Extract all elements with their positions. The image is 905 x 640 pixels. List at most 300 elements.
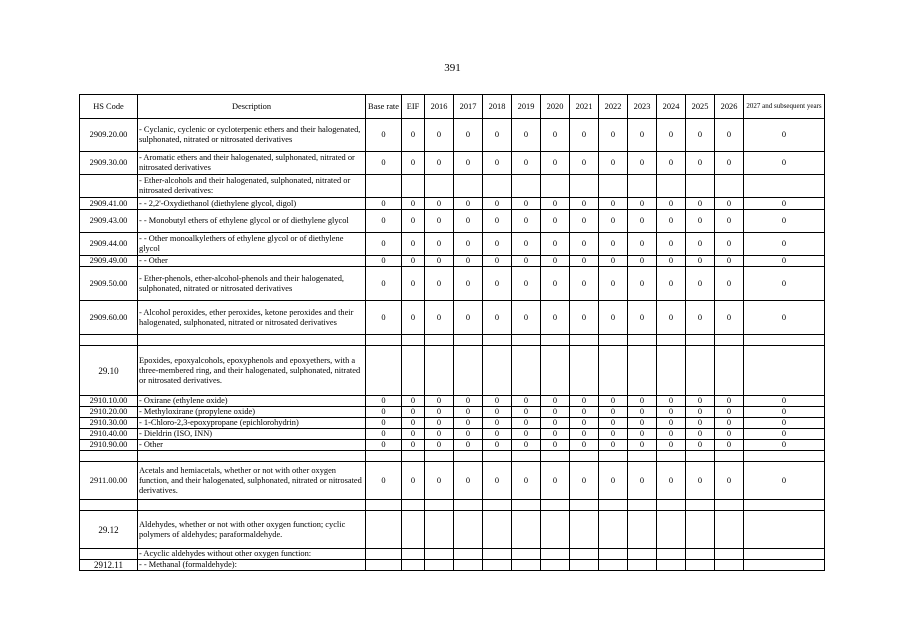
hs-code-cell: 2910.10.00	[80, 396, 138, 407]
rate-cell: 0	[483, 396, 512, 407]
header-row	[80, 95, 825, 119]
rate-cell	[686, 175, 715, 198]
rate-cell: 0	[425, 462, 454, 500]
rate-cell	[454, 346, 483, 396]
rate-cell: 0	[599, 256, 628, 267]
rate-cell: 0	[715, 418, 744, 429]
hs-code-cell: 2910.30.00	[80, 418, 138, 429]
rate-cell: 0	[425, 418, 454, 429]
hs-code-cell	[80, 335, 138, 346]
rate-cell: 0	[657, 210, 686, 233]
rate-cell: 0	[483, 429, 512, 440]
rate-cell: 0	[402, 152, 425, 175]
rate-cell: 0	[366, 198, 402, 210]
table-row	[80, 267, 825, 301]
table-row	[80, 462, 825, 500]
rate-cell	[657, 335, 686, 346]
table-row	[80, 418, 825, 429]
rate-cell: 0	[599, 462, 628, 500]
rate-cell: 0	[686, 119, 715, 152]
rate-cell	[541, 346, 570, 396]
rate-cell: 0	[541, 267, 570, 301]
table-row	[80, 429, 825, 440]
hs-code-cell	[80, 451, 138, 462]
rate-cell: 0	[686, 233, 715, 256]
rate-cell: 0	[454, 198, 483, 210]
rate-cell	[402, 560, 425, 571]
rate-cell: 0	[570, 152, 599, 175]
rate-cell: 0	[541, 429, 570, 440]
rate-cell: 0	[454, 210, 483, 233]
rate-cell: 0	[425, 440, 454, 451]
rate-cell: 0	[541, 301, 570, 335]
rate-cell	[715, 451, 744, 462]
rate-cell: 0	[570, 267, 599, 301]
column-header: EIF	[402, 95, 425, 119]
rate-cell	[744, 560, 825, 571]
rate-cell: 0	[402, 233, 425, 256]
rate-cell: 0	[512, 462, 541, 500]
rate-cell: 0	[366, 267, 402, 301]
rate-cell: 0	[366, 407, 402, 418]
rate-cell: 0	[599, 440, 628, 451]
rate-cell: 0	[570, 198, 599, 210]
rate-cell: 0	[454, 429, 483, 440]
rate-cell: 0	[570, 301, 599, 335]
rate-cell: 0	[483, 152, 512, 175]
rate-cell	[454, 500, 483, 511]
rate-cell	[425, 175, 454, 198]
rate-cell: 0	[657, 462, 686, 500]
rate-cell: 0	[570, 418, 599, 429]
column-header: 2023	[628, 95, 657, 119]
rate-cell: 0	[715, 462, 744, 500]
rate-cell: 0	[483, 462, 512, 500]
rate-cell	[425, 451, 454, 462]
rate-cell: 0	[628, 210, 657, 233]
rate-cell	[454, 560, 483, 571]
rate-cell	[628, 511, 657, 549]
rate-cell: 0	[686, 301, 715, 335]
rate-cell: 0	[599, 429, 628, 440]
rate-cell: 0	[657, 198, 686, 210]
rate-cell	[454, 175, 483, 198]
rate-cell	[570, 560, 599, 571]
hs-code-cell: 2909.41.00	[80, 198, 138, 210]
rate-cell	[686, 346, 715, 396]
rate-cell: 0	[570, 256, 599, 267]
table-row	[80, 549, 825, 560]
rate-cell	[366, 451, 402, 462]
rate-cell	[599, 335, 628, 346]
rate-cell	[715, 500, 744, 511]
rate-cell	[686, 549, 715, 560]
rate-cell: 0	[715, 119, 744, 152]
rate-cell	[483, 451, 512, 462]
rate-cell: 0	[628, 152, 657, 175]
rate-cell: 0	[402, 396, 425, 407]
rate-cell	[744, 335, 825, 346]
rate-cell	[570, 500, 599, 511]
rate-cell	[366, 549, 402, 560]
rate-cell	[402, 335, 425, 346]
description-cell: - - Other	[138, 256, 366, 267]
rate-cell: 0	[657, 440, 686, 451]
rate-cell	[744, 451, 825, 462]
rate-cell: 0	[541, 462, 570, 500]
rate-cell	[541, 500, 570, 511]
table-row	[80, 175, 825, 198]
rate-cell: 0	[402, 440, 425, 451]
rate-cell: 0	[570, 396, 599, 407]
rate-cell: 0	[425, 396, 454, 407]
rate-cell: 0	[512, 152, 541, 175]
rate-cell	[483, 500, 512, 511]
description-cell: - - Monobutyl ethers of ethylene glycol or of diethylene glycol	[138, 210, 366, 233]
rate-cell: 0	[483, 407, 512, 418]
tariff-table	[79, 94, 825, 571]
rate-cell: 0	[541, 407, 570, 418]
rate-cell	[570, 451, 599, 462]
rate-cell	[570, 511, 599, 549]
rate-cell: 0	[628, 256, 657, 267]
rate-cell: 0	[628, 301, 657, 335]
rate-cell	[599, 451, 628, 462]
description-cell: - 1-Chloro-2,3-epoxypropane (epichlorohydrin)	[138, 418, 366, 429]
rate-cell: 0	[686, 418, 715, 429]
rate-cell	[599, 346, 628, 396]
hs-code-cell: 2909.44.00	[80, 233, 138, 256]
description-cell: - Methyloxirane (propylene oxide)	[138, 407, 366, 418]
rate-cell: 0	[483, 418, 512, 429]
rate-cell: 0	[599, 198, 628, 210]
rate-cell: 0	[744, 233, 825, 256]
rate-cell	[628, 175, 657, 198]
table-row	[80, 301, 825, 335]
rate-cell	[425, 511, 454, 549]
description-cell: - - Other monoalkylethers of ethylene glycol or of diethylene glycol	[138, 233, 366, 256]
rate-cell	[512, 451, 541, 462]
rate-cell: 0	[454, 396, 483, 407]
rate-cell: 0	[454, 256, 483, 267]
rate-cell: 0	[570, 407, 599, 418]
rate-cell: 0	[570, 210, 599, 233]
rate-cell: 0	[366, 233, 402, 256]
rate-cell: 0	[715, 396, 744, 407]
rate-cell: 0	[715, 256, 744, 267]
rate-cell	[366, 560, 402, 571]
rate-cell: 0	[628, 418, 657, 429]
rate-cell: 0	[570, 119, 599, 152]
column-header: 2026	[715, 95, 744, 119]
table-row	[80, 500, 825, 511]
rate-cell: 0	[744, 152, 825, 175]
rate-cell: 0	[715, 407, 744, 418]
rate-cell: 0	[744, 418, 825, 429]
rate-cell: 0	[744, 198, 825, 210]
hs-code-cell: 2909.30.00	[80, 152, 138, 175]
rate-cell: 0	[744, 301, 825, 335]
hs-code-cell	[80, 549, 138, 560]
rate-cell: 0	[744, 267, 825, 301]
rate-cell: 0	[570, 440, 599, 451]
rate-cell	[744, 500, 825, 511]
rate-cell	[512, 549, 541, 560]
rate-cell	[686, 511, 715, 549]
rate-cell	[715, 549, 744, 560]
rate-cell: 0	[541, 119, 570, 152]
rate-cell: 0	[744, 396, 825, 407]
description-cell: - Oxirane (ethylene oxide)	[138, 396, 366, 407]
rate-cell: 0	[483, 119, 512, 152]
rate-cell	[425, 500, 454, 511]
hs-code-cell	[80, 175, 138, 198]
description-cell: - - 2,2'-Oxydiethanol (diethylene glycol, digol)	[138, 198, 366, 210]
rate-cell: 0	[628, 429, 657, 440]
rate-cell	[541, 175, 570, 198]
rate-cell: 0	[657, 233, 686, 256]
rate-cell	[425, 560, 454, 571]
hs-code-cell	[80, 500, 138, 511]
rate-cell	[512, 560, 541, 571]
rate-cell: 0	[686, 210, 715, 233]
rate-cell	[366, 346, 402, 396]
hs-code-cell: 2910.40.00	[80, 429, 138, 440]
table-row	[80, 119, 825, 152]
rate-cell	[744, 511, 825, 549]
rate-cell: 0	[454, 152, 483, 175]
rate-cell	[570, 335, 599, 346]
rate-cell: 0	[599, 267, 628, 301]
rate-cell	[541, 451, 570, 462]
table-row	[80, 407, 825, 418]
table-row	[80, 335, 825, 346]
rate-cell: 0	[657, 407, 686, 418]
description-cell: - Other	[138, 440, 366, 451]
rate-cell: 0	[715, 198, 744, 210]
hs-code-cell: 29.10	[80, 346, 138, 396]
rate-cell	[599, 560, 628, 571]
rate-cell: 0	[686, 256, 715, 267]
rate-cell	[541, 560, 570, 571]
rate-cell: 0	[686, 396, 715, 407]
rate-cell: 0	[628, 462, 657, 500]
rate-cell	[454, 549, 483, 560]
rate-cell	[744, 346, 825, 396]
table-row	[80, 233, 825, 256]
rate-cell: 0	[541, 233, 570, 256]
rate-cell	[483, 175, 512, 198]
rate-cell: 0	[425, 429, 454, 440]
rate-cell	[366, 500, 402, 511]
rate-cell: 0	[686, 440, 715, 451]
rate-cell: 0	[715, 210, 744, 233]
rate-cell: 0	[599, 210, 628, 233]
rate-cell: 0	[425, 152, 454, 175]
rate-cell	[512, 335, 541, 346]
rate-cell: 0	[744, 210, 825, 233]
rate-cell	[425, 549, 454, 560]
rate-cell: 0	[599, 301, 628, 335]
rate-cell	[366, 511, 402, 549]
rate-cell: 0	[599, 418, 628, 429]
rate-cell: 0	[512, 396, 541, 407]
rate-cell: 0	[402, 462, 425, 500]
rate-cell: 0	[454, 440, 483, 451]
column-header: 2021	[570, 95, 599, 119]
rate-cell: 0	[512, 233, 541, 256]
rate-cell	[541, 335, 570, 346]
hs-code-cell: 2912.11	[80, 560, 138, 571]
rate-cell	[657, 451, 686, 462]
rate-cell	[657, 511, 686, 549]
rate-cell: 0	[483, 198, 512, 210]
rate-cell: 0	[512, 301, 541, 335]
rate-cell	[628, 500, 657, 511]
description-cell: - - Methanal (formaldehyde):	[138, 560, 366, 571]
description-cell: Aldehydes, whether or not with other oxygen function; cyclic polymers of aldehydes; paraformaldehyde.	[138, 511, 366, 549]
rate-cell: 0	[454, 267, 483, 301]
rate-cell: 0	[570, 462, 599, 500]
description-cell	[138, 500, 366, 511]
rate-cell: 0	[512, 267, 541, 301]
rate-cell: 0	[599, 119, 628, 152]
rate-cell: 0	[599, 152, 628, 175]
rate-cell: 0	[686, 407, 715, 418]
rate-cell: 0	[744, 429, 825, 440]
description-cell	[138, 451, 366, 462]
rate-cell: 0	[541, 440, 570, 451]
hs-code-cell: 2909.20.00	[80, 119, 138, 152]
rate-cell: 0	[512, 198, 541, 210]
rate-cell	[402, 451, 425, 462]
rate-cell: 0	[366, 429, 402, 440]
rate-cell	[454, 335, 483, 346]
rate-cell: 0	[402, 407, 425, 418]
column-header: Description	[138, 95, 366, 119]
rate-cell: 0	[402, 256, 425, 267]
rate-cell: 0	[483, 210, 512, 233]
rate-cell: 0	[454, 407, 483, 418]
rate-cell: 0	[512, 119, 541, 152]
rate-cell	[715, 511, 744, 549]
rate-cell: 0	[628, 396, 657, 407]
rate-cell	[599, 511, 628, 549]
column-header: 2022	[599, 95, 628, 119]
rate-cell: 0	[366, 462, 402, 500]
column-header: 2019	[512, 95, 541, 119]
rate-cell	[402, 549, 425, 560]
table-row	[80, 560, 825, 571]
rate-cell: 0	[454, 119, 483, 152]
hs-code-cell: 2910.90.00	[80, 440, 138, 451]
rate-cell	[512, 500, 541, 511]
description-cell: Epoxides, epoxyalcohols, epoxyphenols and epoxyethers, with a three-membered ring, and their halogenated, sulphonated, nitrated or nitrosated derivatives.	[138, 346, 366, 396]
rate-cell: 0	[366, 440, 402, 451]
rate-cell: 0	[366, 418, 402, 429]
rate-cell: 0	[628, 267, 657, 301]
rate-cell: 0	[686, 152, 715, 175]
column-header: Base rate	[366, 95, 402, 119]
rate-cell	[628, 451, 657, 462]
rate-cell: 0	[402, 301, 425, 335]
rate-cell	[628, 560, 657, 571]
rate-cell: 0	[425, 256, 454, 267]
rate-cell: 0	[628, 233, 657, 256]
rate-cell: 0	[366, 301, 402, 335]
rate-cell	[454, 451, 483, 462]
rate-cell: 0	[366, 396, 402, 407]
rate-cell	[366, 335, 402, 346]
rate-cell: 0	[657, 267, 686, 301]
column-header: 2027 and subsequent years	[744, 95, 825, 119]
rate-cell	[512, 511, 541, 549]
hs-code-cell: 2909.60.00	[80, 301, 138, 335]
rate-cell	[512, 346, 541, 396]
rate-cell	[541, 511, 570, 549]
rate-cell: 0	[715, 267, 744, 301]
rate-cell: 0	[686, 429, 715, 440]
rate-cell: 0	[744, 407, 825, 418]
rate-cell	[657, 560, 686, 571]
column-header: 2020	[541, 95, 570, 119]
hs-code-cell: 2910.20.00	[80, 407, 138, 418]
rate-cell	[483, 549, 512, 560]
rate-cell	[744, 549, 825, 560]
rate-cell: 0	[715, 440, 744, 451]
description-cell: - Acyclic aldehydes without other oxygen function:	[138, 549, 366, 560]
column-header: 2017	[454, 95, 483, 119]
rate-cell: 0	[541, 198, 570, 210]
rate-cell: 0	[657, 119, 686, 152]
rate-cell: 0	[686, 198, 715, 210]
table-row	[80, 451, 825, 462]
hs-code-cell: 29.12	[80, 511, 138, 549]
column-header: 2018	[483, 95, 512, 119]
table-row	[80, 440, 825, 451]
rate-cell: 0	[744, 462, 825, 500]
description-cell: - Cyclanic, cyclenic or cycloterpenic ethers and their halogenated, sulphonated, nitrated or nitrosated derivatives	[138, 119, 366, 152]
column-header: 2016	[425, 95, 454, 119]
description-cell: Acetals and hemiacetals, whether or not with other oxygen function, and their halogenated, sulphonated, nitrated or nitrosated derivatives.	[138, 462, 366, 500]
rate-cell: 0	[657, 418, 686, 429]
rate-cell: 0	[402, 429, 425, 440]
rate-cell	[483, 560, 512, 571]
table-row	[80, 210, 825, 233]
rate-cell: 0	[599, 396, 628, 407]
table-row	[80, 511, 825, 549]
rate-cell	[715, 175, 744, 198]
hs-code-cell: 2909.43.00	[80, 210, 138, 233]
rate-cell: 0	[425, 210, 454, 233]
rate-cell: 0	[628, 407, 657, 418]
rate-cell: 0	[541, 256, 570, 267]
rate-cell: 0	[512, 418, 541, 429]
rate-cell	[541, 549, 570, 560]
rate-cell: 0	[686, 462, 715, 500]
rate-cell: 0	[483, 301, 512, 335]
rate-cell: 0	[366, 119, 402, 152]
rate-cell	[483, 335, 512, 346]
rate-cell: 0	[541, 418, 570, 429]
rate-cell: 0	[657, 256, 686, 267]
rate-cell: 0	[402, 267, 425, 301]
rate-cell: 0	[657, 152, 686, 175]
rate-cell: 0	[425, 301, 454, 335]
column-header: HS Code	[80, 95, 138, 119]
rate-cell: 0	[657, 396, 686, 407]
rate-cell	[628, 549, 657, 560]
